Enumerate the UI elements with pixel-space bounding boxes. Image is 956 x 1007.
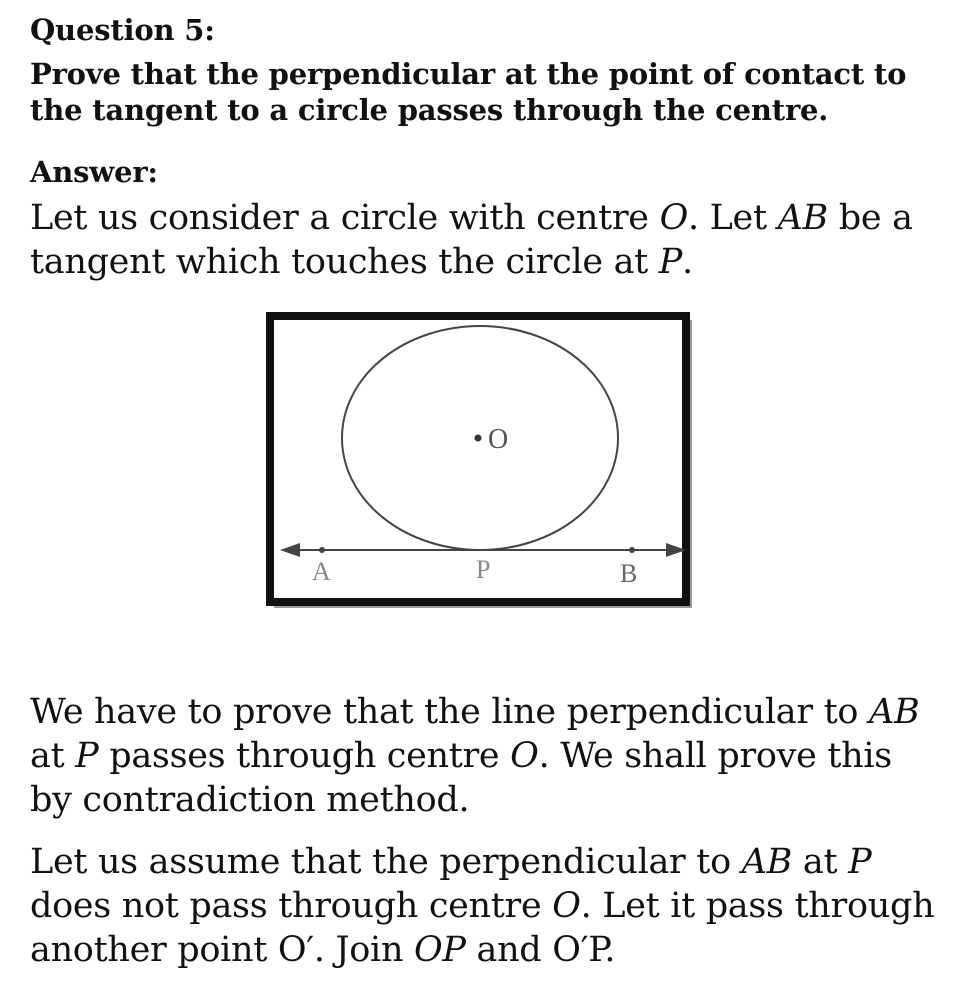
text-run: . Let bbox=[687, 198, 778, 238]
math-symbol-o: O bbox=[552, 886, 581, 926]
math-symbol-ab: AB bbox=[741, 842, 793, 882]
question-heading: Question 5: bbox=[30, 13, 215, 47]
circle-tangent-figure bbox=[266, 312, 694, 610]
label-a: A bbox=[312, 557, 331, 586]
point-a-dot bbox=[319, 547, 325, 553]
text-run: at bbox=[30, 736, 76, 776]
math-symbol-o: O bbox=[510, 736, 539, 776]
text-run: . Let it pass through another point O′. Join bbox=[30, 886, 935, 970]
text-run: at bbox=[792, 842, 849, 882]
math-symbol-op: OP bbox=[414, 930, 466, 970]
math-symbol-ab: AB bbox=[868, 692, 920, 732]
text-run: Let us assume that the perpendicular to bbox=[30, 842, 742, 882]
text-run: passes through centre bbox=[98, 736, 511, 776]
centre-dot bbox=[475, 435, 482, 442]
label-o: O bbox=[488, 424, 509, 455]
label-b: B bbox=[620, 559, 638, 588]
math-symbol-p: P bbox=[658, 242, 683, 282]
label-p: P bbox=[476, 555, 491, 584]
answer-paragraph-2 bbox=[30, 690, 935, 822]
math-symbol-p: P bbox=[848, 842, 872, 882]
text-run: . bbox=[682, 242, 693, 282]
text-run: We have to prove that the line perpendicular to bbox=[30, 692, 869, 732]
text-run: be a tangent which touches the circle at bbox=[30, 198, 913, 282]
math-symbol-o: O bbox=[659, 198, 688, 238]
figure-svg bbox=[266, 312, 694, 610]
answer-paragraph-3 bbox=[30, 840, 935, 972]
text-run: and O′P. bbox=[465, 930, 616, 970]
point-b-dot bbox=[629, 547, 635, 553]
text-run: does not pass through centre bbox=[30, 886, 553, 926]
question-text: Prove that the perpendicular at the point of contact to the tangent to a circle passes through the centre. bbox=[30, 57, 907, 127]
math-symbol-p: P bbox=[75, 736, 99, 776]
text-run: Let us consider a circle with centre bbox=[30, 198, 660, 238]
text-run: . We shall prove this by contradiction method. bbox=[30, 736, 892, 820]
math-symbol-ab: AB bbox=[777, 198, 828, 238]
answer-heading: Answer: bbox=[30, 155, 158, 189]
answer-paragraph-1 bbox=[30, 196, 935, 284]
